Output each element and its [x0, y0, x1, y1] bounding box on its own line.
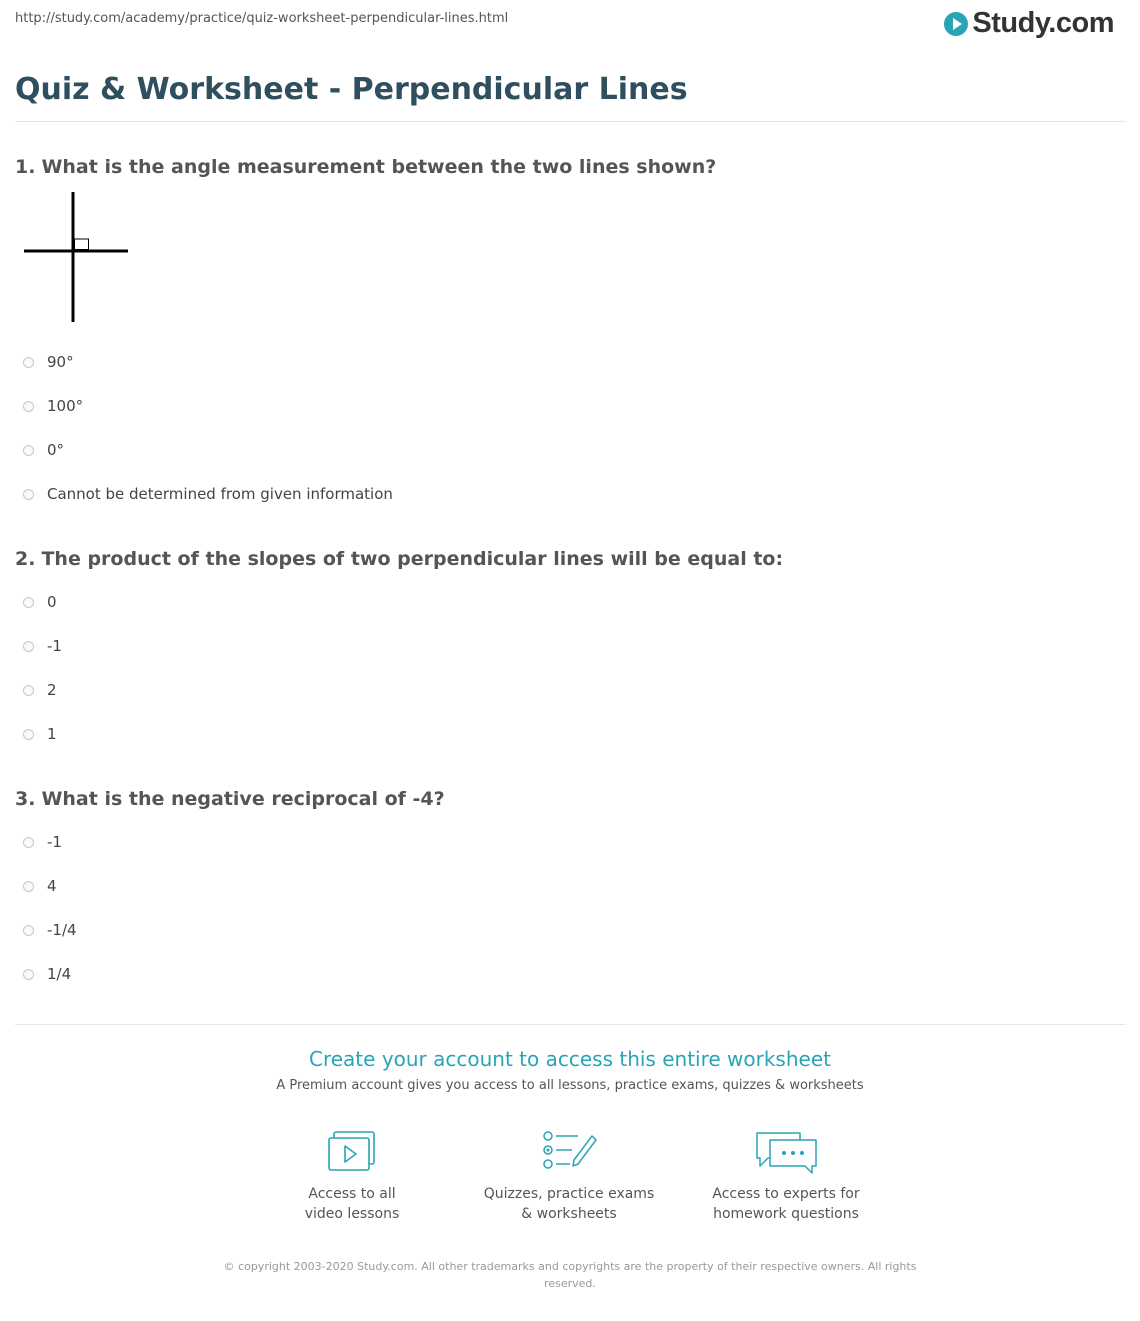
feature-video-lessons [252, 1130, 452, 1224]
feature-label: Access to all video lessons [304, 1186, 400, 1222]
q2-option-3[interactable] [23, 681, 57, 699]
cta-subtitle: A Premium account gives you access to all lessons, practice exams, quizzes & worksheets [276, 1078, 864, 1093]
option-label: 90° [47, 353, 74, 371]
question-1 [15, 156, 716, 178]
question-text: What is the negative reciprocal of -4? [41, 788, 445, 810]
q1-option-1[interactable] [23, 353, 74, 371]
option-label: 0° [47, 441, 65, 459]
q3-option-3[interactable] [23, 921, 77, 939]
question-text: The product of the slopes of two perpendicular lines will be equal to: [41, 548, 784, 570]
option-label: -1 [47, 833, 62, 851]
perpendicular-lines-figure [24, 192, 128, 322]
q1-option-3[interactable] [23, 441, 64, 459]
option-label: 4 [47, 877, 57, 895]
q1-option-4[interactable] [23, 485, 393, 503]
radio-button[interactable] [23, 685, 34, 696]
cta-divider [15, 1024, 1125, 1025]
radio-button[interactable] [23, 401, 34, 412]
study-logo[interactable] [944, 7, 1114, 40]
radio-button[interactable] [23, 925, 34, 936]
feature-quizzes [469, 1130, 669, 1224]
question-text: What is the angle measurement between the two lines shown? [41, 156, 717, 178]
question-number: 1. [15, 156, 36, 178]
feature-label: Quizzes, practice exams & worksheets [483, 1186, 655, 1222]
right-angle-marker [75, 239, 89, 250]
option-label: 100° [47, 397, 84, 415]
option-label: -1/4 [47, 921, 77, 939]
question-2 [15, 548, 783, 570]
video-lessons-icon [326, 1130, 378, 1174]
copyright-footer: © copyright 2003-2020 Study.com. All other trademarks and copyrights are the property of their respective owners. All rights reserved. [223, 1260, 917, 1290]
radio-button[interactable] [23, 357, 34, 368]
q3-option-2[interactable] [23, 877, 57, 895]
radio-button[interactable] [23, 641, 34, 652]
question-number: 3. [15, 788, 36, 810]
play-logo-icon [944, 12, 968, 36]
option-label: 0 [47, 593, 57, 611]
q2-option-1[interactable] [23, 593, 57, 611]
q2-option-4[interactable] [23, 725, 57, 743]
q1-option-2[interactable] [23, 397, 83, 415]
question-number: 2. [15, 548, 36, 570]
q3-option-4[interactable] [23, 965, 71, 983]
feature-experts [686, 1130, 886, 1224]
chat-experts-icon [754, 1130, 818, 1174]
radio-button[interactable] [23, 445, 34, 456]
page-url: http://study.com/academy/practice/quiz-worksheet-perpendicular-lines.html [15, 11, 509, 26]
radio-button[interactable] [23, 969, 34, 980]
radio-button[interactable] [23, 597, 34, 608]
q3-option-1[interactable] [23, 833, 62, 851]
radio-button[interactable] [23, 729, 34, 740]
q2-option-2[interactable] [23, 637, 62, 655]
page-title: Quiz & Worksheet - Perpendicular Lines [15, 72, 688, 107]
option-label: 1 [47, 725, 57, 743]
question-3 [15, 788, 445, 810]
option-label: 2 [47, 681, 57, 699]
create-account-link[interactable]: Create your account to access this entire worksheet [309, 1047, 831, 1071]
option-label: Cannot be determined from given information [47, 485, 393, 503]
logo-text: Study.com [972, 7, 1114, 39]
quiz-checklist-icon [540, 1130, 598, 1174]
radio-button[interactable] [23, 881, 34, 892]
feature-label: Access to experts for homework questions [712, 1186, 860, 1222]
radio-button[interactable] [23, 489, 34, 500]
option-label: -1 [47, 637, 62, 655]
radio-button[interactable] [23, 837, 34, 848]
title-divider [15, 121, 1125, 122]
option-label: 1/4 [47, 965, 72, 983]
